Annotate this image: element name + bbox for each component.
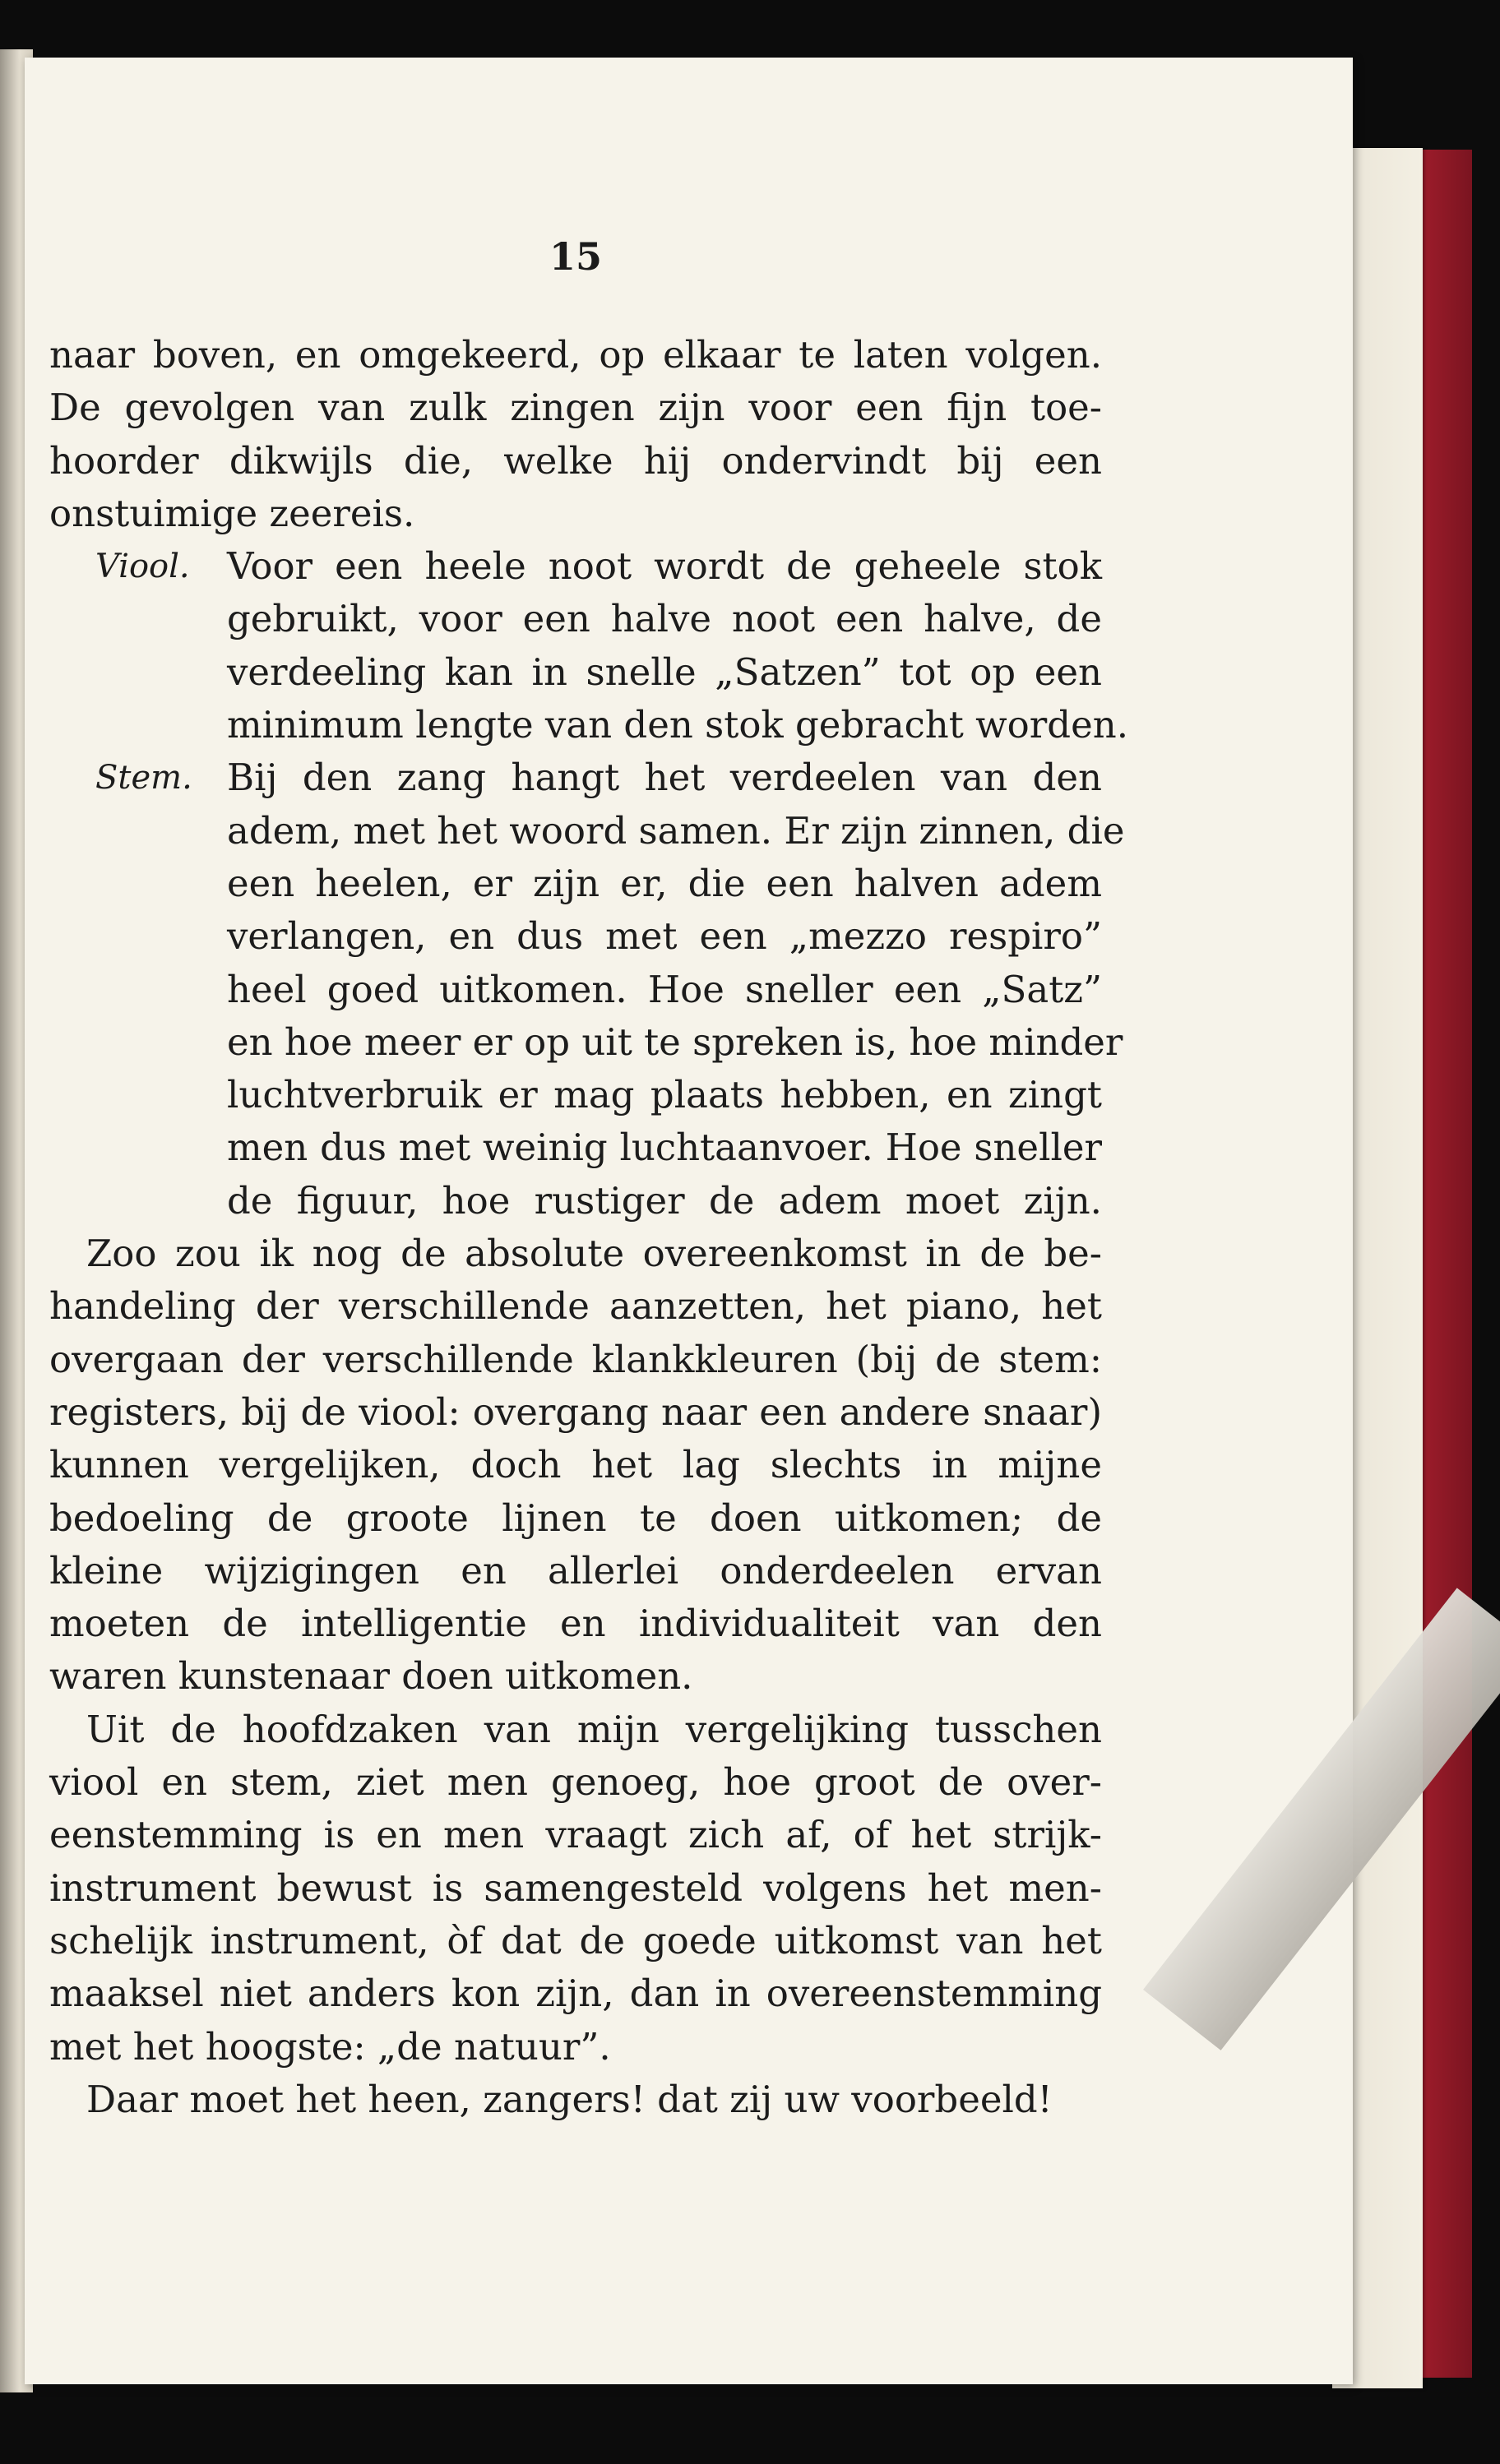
paragraph-line: Zoo zou ik nog de absolute overeenkomst in de be-	[86, 1232, 1102, 1276]
paragraph-line: schelijk instrument, òf dat de goede uitkomst van het	[49, 1918, 1102, 1962]
paragraph-line: bedoeling de groote lijnen te doen uitkomen; de	[49, 1496, 1102, 1540]
page-text	[49, 329, 1128, 2126]
stem-line: Bij den zang hangt het verdeelen van den	[227, 756, 1102, 800]
viool-line: minimum lengte van den stok gebracht worden.	[227, 703, 1128, 747]
stem-line: men dus met weinig luchtaanvoer. Hoe sneller	[227, 1126, 1102, 1170]
viool-line: verdeeling kan in snelle „Satzen” tot op een	[227, 650, 1102, 694]
paragraph-line: handeling der verschillende aanzetten, het piano, het	[49, 1284, 1102, 1329]
closing-line	[49, 2073, 1102, 2126]
text-line	[49, 540, 1102, 593]
stem-line: en hoe meer er op uit te spreken is, hoe minder	[227, 1019, 1123, 1064]
paragraph-line: Uit de hoofdzaken van mijn vergelijking tusschen	[86, 1707, 1102, 1751]
paragraph-line: overgaan der verschillende klankkleuren (bij de stem:	[49, 1337, 1102, 1381]
paragraph-line: waren kunstenaar doen uitkomen.	[49, 1654, 693, 1699]
stem-line: adem, met het woord samen. Er zijn zinnen, die	[227, 808, 1125, 853]
stem-line: heel goed uitkomen. Hoe sneller een „Satz”	[227, 967, 1102, 1011]
closing-text: Daar moet het heen, zangers! dat zij uw voorbeeld!	[86, 2077, 1053, 2121]
paragraph-line: kleine wijzigingen en allerlei onderdeelen ervan	[49, 1548, 1102, 1593]
paragraph-line: moeten de intelligentie en individualiteit van den	[49, 1602, 1102, 1646]
text-line: onstuimige zeereis.	[49, 491, 415, 535]
viool-label: Viool.	[95, 548, 190, 586]
book-page	[25, 58, 1353, 2384]
text-line	[49, 751, 1102, 804]
text-line: hoorder dikwijls die, welke hij ondervindt bij een	[49, 438, 1102, 483]
stem-line: de figuur, hoe rustiger de adem moet zijn.	[227, 1178, 1102, 1223]
paragraph-line: met het hoogste: „de natuur”.	[49, 2024, 611, 2069]
paragraph-line: registers, bij de viool: overgang naar een andere snaar)	[49, 1389, 1102, 1434]
stem-label: Stem.	[95, 759, 192, 797]
stem-line: verlangen, en dus met een „mezzo respiro”	[227, 914, 1102, 959]
paragraph-line: kunnen vergelijken, doch het lag slechts in mijne	[49, 1443, 1102, 1487]
stem-line: luchtverbruik er mag plaats hebben, en zingt	[227, 1073, 1102, 1117]
paragraph-line: eenstemming is en men vraagt zich af, of het strijk-	[49, 1813, 1102, 1857]
viool-line: Voor een heele noot wordt de geheele stok	[227, 544, 1102, 589]
text-line: naar boven, en omgekeerd, op elkaar te laten volgen.	[49, 333, 1102, 377]
paragraph-line: instrument bewust is samengesteld volgens het men-	[49, 1865, 1102, 1910]
paragraph-line: viool en stem, ziet men genoeg, hoe groot de over-	[49, 1760, 1102, 1805]
text-line: De gevolgen van zulk zingen zijn voor een fijn toe-	[49, 386, 1102, 430]
paragraph-line: maaksel niet anders kon zijn, dan in overeenstemming	[49, 1972, 1102, 2016]
stem-line: een heelen, er zijn er, die een halven adem	[227, 861, 1102, 905]
viool-line: gebruikt, voor een halve noot een halve, de	[227, 597, 1102, 641]
page-number: 15	[549, 234, 602, 279]
